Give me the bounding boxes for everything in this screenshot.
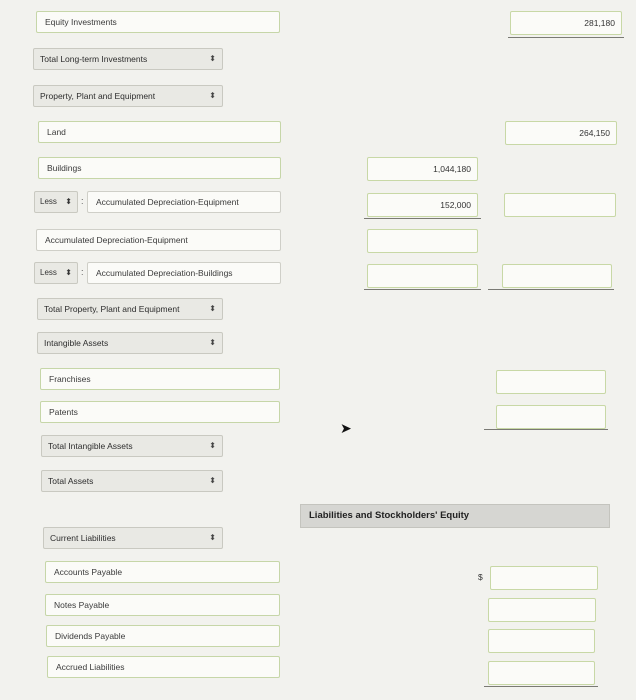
subtotal-underline — [364, 218, 481, 219]
updown-arrows-icon: ⬍ — [209, 476, 216, 485]
accrued-liabilities-amount[interactable] — [488, 661, 595, 685]
currency-symbol: $ — [478, 572, 483, 582]
acc-dep-buildings-amount[interactable] — [367, 264, 478, 288]
colon-separator: : — [81, 267, 84, 277]
updown-arrows-icon: ⬍ — [209, 54, 216, 63]
total-assets-select[interactable] — [41, 470, 223, 492]
mouse-pointer-icon: ➤ — [340, 420, 352, 436]
total-long-term-investments-select[interactable] — [33, 48, 223, 70]
notes-payable-field[interactable]: Notes Payable — [45, 594, 280, 616]
franchises-amount[interactable] — [496, 370, 606, 394]
updown-arrows-icon: ⬍ — [65, 268, 72, 277]
equity-investments-field[interactable]: Equity Investments — [36, 11, 280, 33]
subtotal-underline — [484, 429, 608, 430]
dividends-payable-field[interactable]: Dividends Payable — [46, 625, 280, 647]
notes-payable-amount[interactable] — [488, 598, 596, 622]
liabilities-section-header — [300, 504, 610, 528]
updown-arrows-icon: ⬍ — [209, 338, 216, 347]
accounts-payable-amount[interactable] — [490, 566, 598, 590]
current-liabilities-select[interactable] — [43, 527, 223, 549]
section-title: Liabilities and Stockholders' Equity — [309, 510, 470, 521]
select-label: Total Long-term Investments — [40, 54, 148, 64]
less-label: Less — [40, 197, 57, 206]
select-label: Intangible Assets — [44, 338, 109, 348]
less-select-1[interactable] — [34, 191, 78, 213]
less-label: Less — [40, 268, 57, 277]
updown-arrows-icon: ⬍ — [209, 533, 216, 542]
dividends-payable-amount[interactable] — [488, 629, 595, 653]
subtotal-underline — [364, 289, 481, 290]
total-underline — [508, 37, 624, 38]
ppe-select[interactable] — [33, 85, 223, 107]
total-intangible-assets-select[interactable] — [41, 435, 223, 457]
updown-arrows-icon: ⬍ — [209, 441, 216, 450]
colon-separator: : — [81, 196, 84, 206]
updown-arrows-icon: ⬍ — [65, 197, 72, 206]
franchises-field[interactable]: Franchises — [40, 368, 280, 390]
acc-dep-equipment-field-1[interactable]: Accumulated Depreciation-Equipment — [87, 191, 281, 213]
land-field[interactable]: Land — [38, 121, 281, 143]
select-label: Total Intangible Assets — [48, 441, 133, 451]
land-amount[interactable]: 264,150 — [505, 121, 617, 145]
updown-arrows-icon: ⬍ — [209, 91, 216, 100]
accrued-liabilities-field[interactable]: Accrued Liabilities — [47, 656, 280, 678]
patents-amount[interactable] — [496, 405, 606, 429]
total-underline — [484, 686, 598, 687]
net-equipment-amount[interactable] — [504, 193, 616, 217]
buildings-amount[interactable]: 1,044,180 — [367, 157, 478, 181]
less-select-2[interactable] — [34, 262, 78, 284]
select-label: Total Assets — [48, 476, 94, 486]
select-label: Total Property, Plant and Equipment — [44, 304, 180, 314]
buildings-field[interactable]: Buildings — [38, 157, 281, 179]
acc-dep-buildings-field[interactable]: Accumulated Depreciation-Buildings — [87, 262, 281, 284]
acc-dep-equipment-field-2[interactable]: Accumulated Depreciation-Equipment — [36, 229, 281, 251]
total-ppe-select[interactable] — [37, 298, 223, 320]
intangible-assets-select[interactable] — [37, 332, 223, 354]
select-label: Current Liabilities — [50, 533, 116, 543]
equity-investments-amount[interactable]: 281,180 — [510, 11, 622, 35]
updown-arrows-icon: ⬍ — [209, 304, 216, 313]
net-buildings-amount[interactable] — [502, 264, 612, 288]
acc-dep-equipment-amount-2[interactable] — [367, 229, 478, 253]
total-underline — [488, 289, 614, 290]
acc-dep-equipment-amount[interactable]: 152,000 — [367, 193, 478, 217]
patents-field[interactable]: Patents — [40, 401, 280, 423]
select-label: Property, Plant and Equipment — [40, 91, 156, 101]
accounts-payable-field[interactable]: Accounts Payable — [45, 561, 280, 583]
